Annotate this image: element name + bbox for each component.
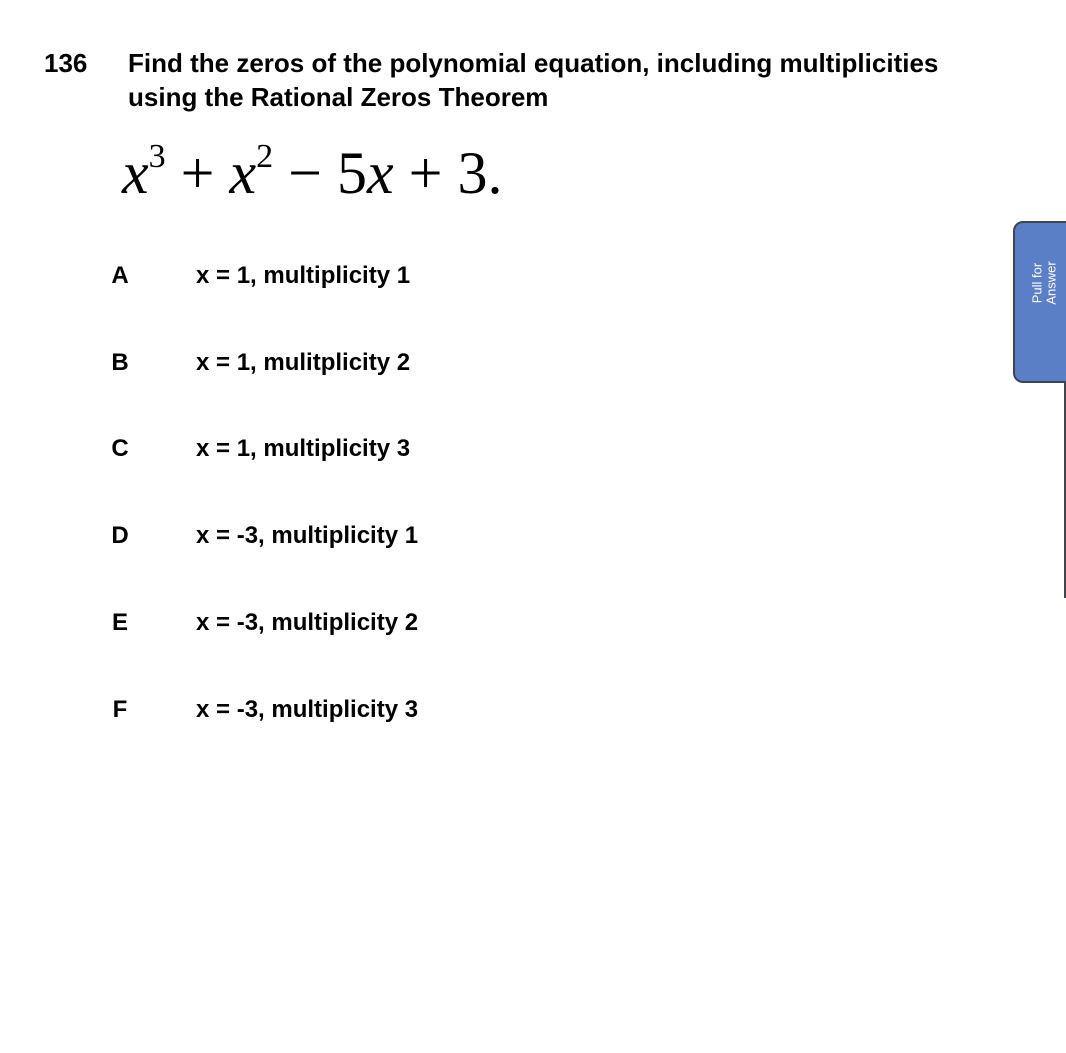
pull-for-answer-tab[interactable] [1013,221,1066,383]
pull-tab-label-wrap [1015,223,1066,343]
answer-option-b[interactable] [108,346,608,380]
equation-exponent-2: 2 [256,138,274,175]
answer-option-e[interactable] [108,606,608,640]
option-letter: E [111,609,128,636]
answer-option-f[interactable] [108,693,608,727]
equation-term-x: x [366,140,394,206]
answer-option-a[interactable] [108,259,608,293]
equation-minus-five: − 5 [273,140,367,206]
question-text-line-1: Find the zeros of the polynomial equation, including multiplicities [128,48,939,78]
question-text-line-2: using the Rational Zeros Theorem [128,82,549,112]
option-letter: C [111,435,129,462]
equation-constant: + 3. [393,140,503,206]
option-letter: A [111,262,129,289]
option-text: x = 1, multiplicity 3 [196,435,411,462]
option-text: x = 1, multiplicity 1 [196,262,411,289]
equation-term-x-cubed: x [122,140,149,206]
polynomial-equation [122,138,502,208]
option-text: x = -3, multiplicity 1 [196,522,419,549]
equation-plus: + [165,140,230,206]
answer-option-d[interactable] [108,519,608,553]
equation-term-x-squared: x [229,140,257,206]
pull-tab-label: Pull for Answer [1029,261,1059,305]
option-text: x = 1, mulitplicity 2 [196,349,411,376]
option-letter: F [112,696,128,723]
option-letter: B [111,349,129,376]
answer-option-c[interactable] [108,432,608,466]
equation-exponent-3: 3 [148,138,166,175]
option-text: x = -3, multiplicity 3 [196,696,419,723]
option-letter: D [111,522,129,549]
question-text [128,46,1028,114]
option-text: x = -3, multiplicity 2 [196,609,419,636]
question-number: 136 [44,48,88,78]
